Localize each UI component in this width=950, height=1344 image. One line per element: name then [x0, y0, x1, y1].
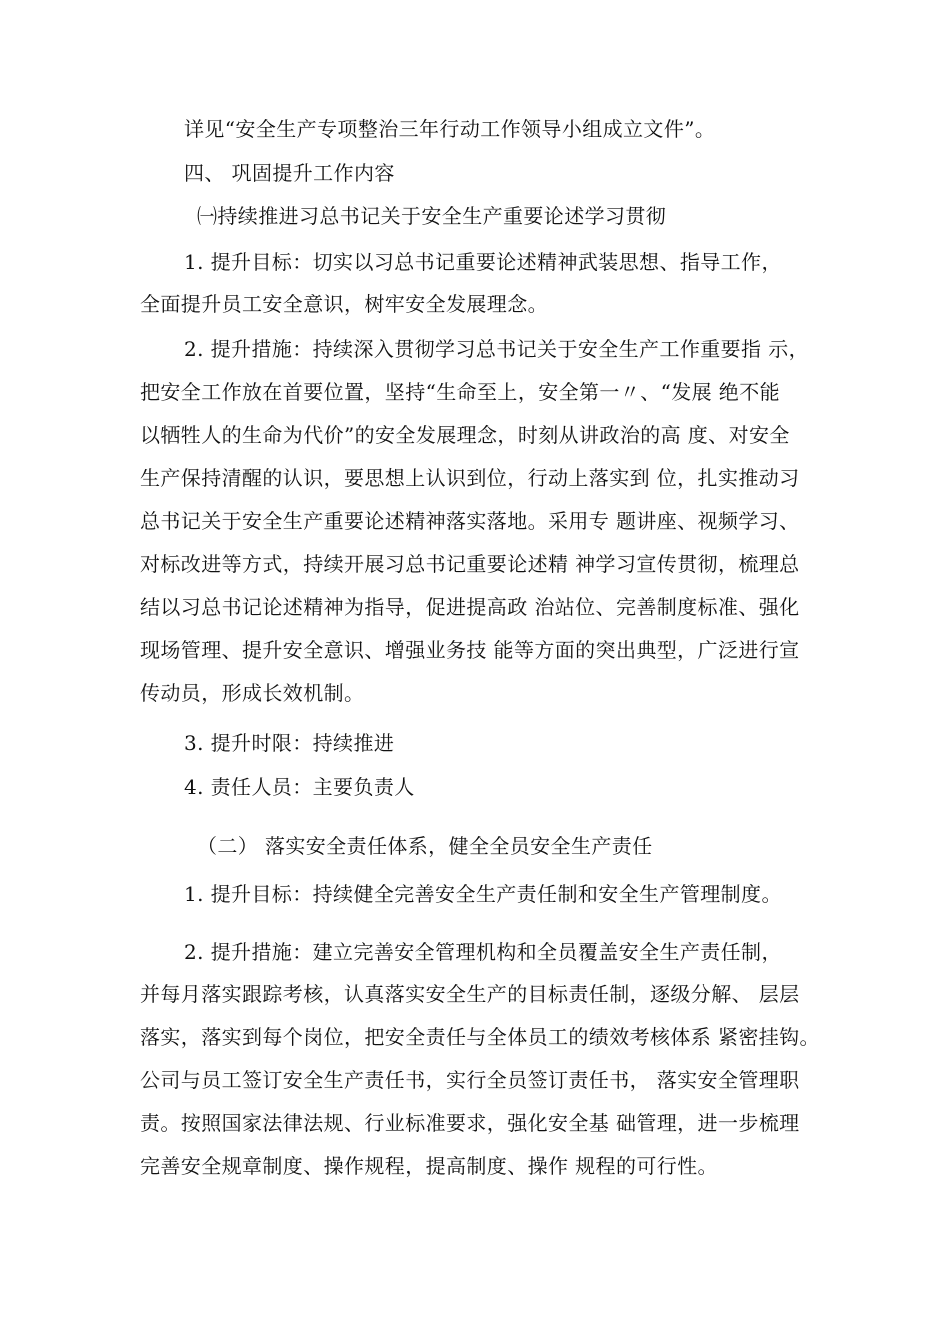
text-line: 以牺牲人的生命为代价”的安全发展理念，时刻从讲政治的高 度、对安全 [140, 423, 790, 447]
text-line: 传动员，形成长效机制。 [140, 681, 365, 705]
text-line: 结以习总书记论述精神为指导，促进提高政 治站位、完善制度标准、强化 [140, 595, 800, 619]
text-line: 全面提升员工安全意识，树牢安全发展理念。 [140, 292, 548, 316]
text-line: 把安全工作放在首要位置，坚持“生命至上，安全第一〃、“发展 绝不能 [140, 380, 781, 404]
text-line: 1. 提升目标：持续健全完善安全生产责任制和安全生产管理制度。 [184, 882, 782, 906]
text-line: 并每月落实跟踪考核，认真落实安全生产的目标责任制，逐级分解、 层层 [140, 982, 800, 1006]
text-line: 总书记关于安全生产重要论述精神落实落地。采用专 题讲座、视频学习、 [140, 509, 800, 533]
subsection-heading: （二） 落实安全责任体系，健全全员安全生产责任 [197, 834, 653, 858]
section-heading: 四、 巩固提升工作内容 [184, 161, 395, 185]
text-line: 现场管理、提升安全意识、增强业务技 能等方面的突出典型，广泛进行宣 [140, 638, 800, 662]
text-line: 1. 提升目标：切实以习总书记重要论述精神武装思想、指导工作， [184, 250, 782, 274]
text-line: 公司与员工签订安全生产责任书，实行全员签订责任书， 落实安全管理职 [140, 1068, 800, 1092]
text-line: 详见“安全生产专项整治三年行动工作领导小组成立文件”。 [184, 117, 716, 141]
text-line: 4. 责任人员：主要负责人 [184, 775, 415, 799]
subsection-heading: ㈠持续推进习总书记关于安全生产重要论述学习贯彻 [197, 204, 667, 228]
text-line: 3. 提升时限：持续推进 [184, 731, 395, 755]
text-line: 对标改进等方式，持续开展习总书记重要论述精 神学习宣传贯彻，梳理总 [140, 552, 800, 576]
text-line: 2. 提升措施：持续深入贯彻学习总书记关于安全生产工作重要指 示， [184, 337, 809, 361]
text-line: 2. 提升措施：建立完善安全管理机构和全员覆盖安全生产责任制， [184, 940, 782, 964]
text-line: 完善安全规章制度、操作规程，提高制度、操作 规程的可行性。 [140, 1154, 718, 1178]
text-line: 责。按照国家法律法规、行业标准要求，强化安全基 础管理，进一步梳理 [140, 1111, 800, 1135]
text-line: 生产保持清醒的认识，要思想上认识到位，行动上落实到 位，扎实推动习 [140, 466, 800, 490]
text-line: 落实，落实到每个岗位，把安全责任与全体员工的绩效考核体系 紧密挂钩。 [140, 1025, 820, 1049]
